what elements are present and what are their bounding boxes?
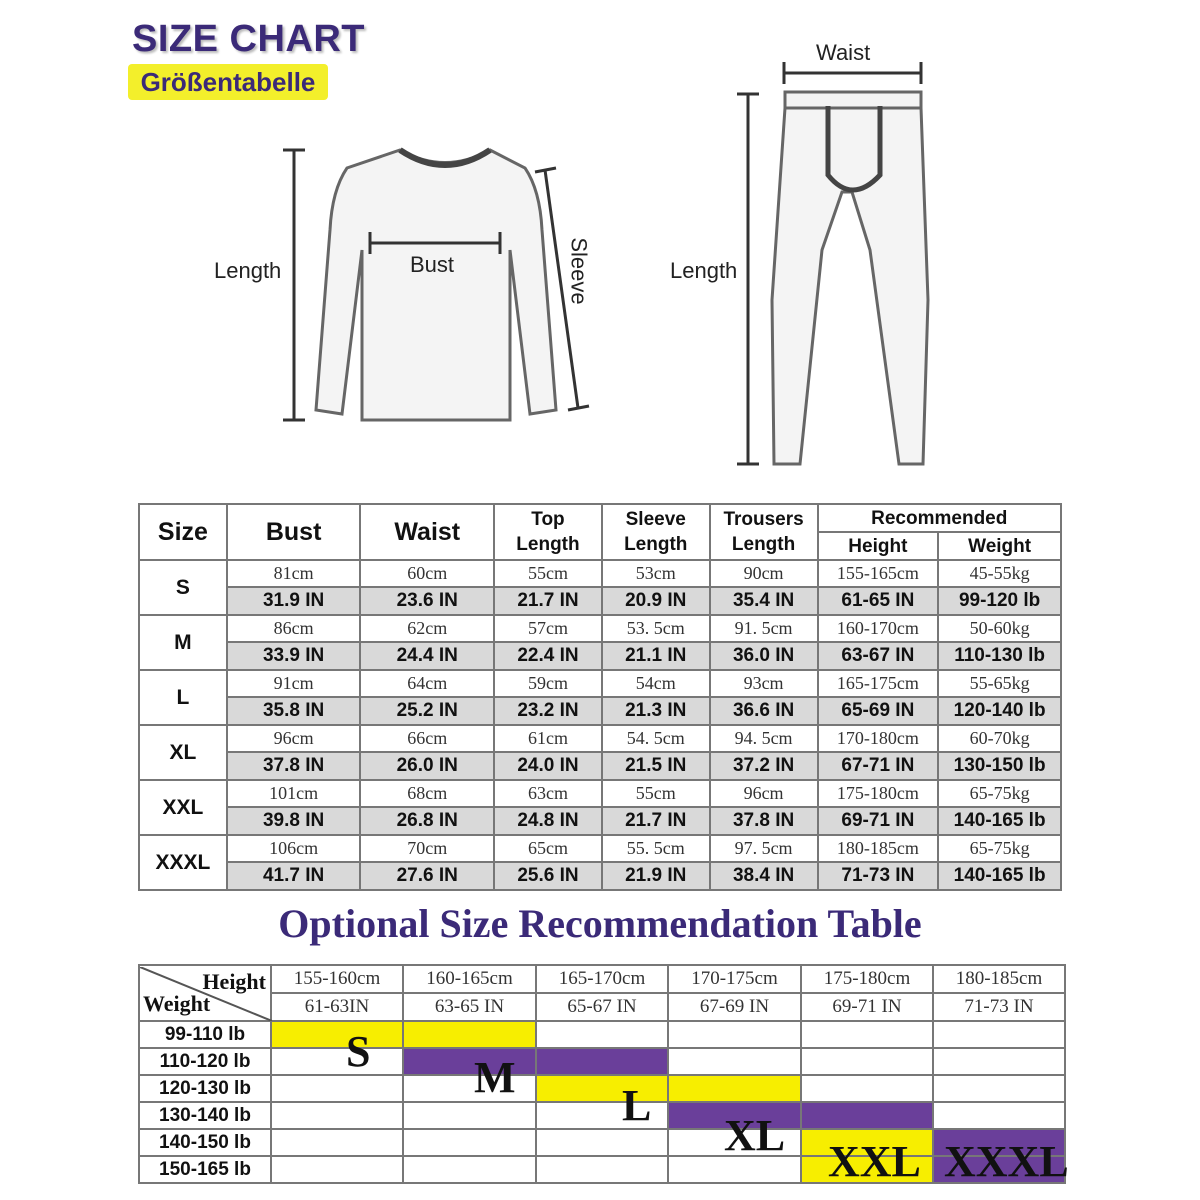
pants-drawing [772,92,928,464]
cm-value: 86cm [227,615,361,642]
cm-value: 65cm [494,835,602,862]
cm-value: 68cm [360,780,494,807]
cm-value: 45-55kg [938,560,1061,587]
rec-grid-cell [933,1075,1065,1102]
size-table-body [139,560,1061,890]
rec-height-in: 65-67 IN [536,993,668,1021]
cm-value: 96cm [710,780,818,807]
rec-weight-row [139,1021,1065,1048]
in-value: 65-69 IN [818,697,939,725]
in-value: 24.0 IN [494,752,602,780]
rec-height-cm: 165-170cm [536,965,668,993]
band-label-l: L [622,1081,652,1130]
size-row-in [139,697,1061,725]
cm-value: 90cm [710,560,818,587]
size-label: L [139,670,227,725]
size-row-in [139,752,1061,780]
band-label-xl: XL [724,1111,786,1160]
header-sleeve-length [602,504,710,560]
cm-value: 106cm [227,835,361,862]
size-row-cm [139,670,1061,697]
rec-grid-cell [536,1129,668,1156]
in-value: 21.7 IN [494,587,602,615]
pants-length-label: Length [670,258,738,283]
rec-height-in: 69-71 IN [801,993,933,1021]
shirt-length-label: Length [214,258,282,283]
cm-value: 54cm [602,670,710,697]
cm-value: 57cm [494,615,602,642]
rec-grid-cell [403,1102,536,1129]
in-value: 27.6 IN [360,862,494,890]
cm-value: 65-75kg [938,835,1061,862]
header-trousers-line1: Trousers [723,509,804,530]
cm-value: 165-175cm [818,670,939,697]
shirt-length-arrow [283,150,305,420]
band-label-xxl: XXL [828,1137,921,1186]
rec-grid-cell [403,1021,536,1048]
in-value: 26.8 IN [360,807,494,835]
rec-height-cm: 180-185cm [933,965,1065,993]
band-label-xxxl: XXXL [944,1137,1069,1186]
size-row-in [139,862,1061,890]
in-value: 21.1 IN [602,642,710,670]
rec-grid-cell [271,1102,403,1129]
rec-grid-cell [403,1048,536,1075]
in-value: 21.3 IN [602,697,710,725]
rec-grid-cell [403,1129,536,1156]
header-bust: Bust [227,504,361,560]
rec-corner-cell [139,965,271,1021]
cm-value: 91cm [227,670,361,697]
cm-value: 60-70kg [938,725,1061,752]
in-value: 38.4 IN [710,862,818,890]
in-value: 120-140 lb [938,697,1061,725]
rec-weight-row [139,1048,1065,1075]
rec-weight-row [139,1075,1065,1102]
corner-height-label: Height [202,969,266,994]
rec-grid-cell [933,1102,1065,1129]
rec-grid-cell [668,1075,801,1102]
recommendation-title: Optional Size Recommendation Table [278,901,922,946]
cm-value: 62cm [360,615,494,642]
rec-grid-cell [801,1021,933,1048]
size-label: S [139,560,227,615]
in-value: 26.0 IN [360,752,494,780]
in-value: 23.6 IN [360,587,494,615]
rec-grid-cell [801,1048,933,1075]
cm-value: 175-180cm [818,780,939,807]
size-row-cm [139,725,1061,752]
rec-grid-cell [801,1075,933,1102]
rec-weight-row [139,1156,1065,1183]
in-value: 36.6 IN [710,697,818,725]
sleeve-label: Sleeve [566,237,592,305]
header-top-length [494,504,602,560]
header-top-length-line1: Top [531,509,565,530]
rec-grid-cell [403,1156,536,1183]
in-value: 99-120 lb [938,587,1061,615]
cm-value: 155-165cm [818,560,939,587]
size-table [138,503,1062,891]
waist-label: Waist [816,40,871,65]
in-value: 37.8 IN [227,752,361,780]
header-height: Height [818,532,939,560]
in-value: 63-67 IN [818,642,939,670]
rec-grid-cell [801,1102,933,1129]
in-value: 36.0 IN [710,642,818,670]
in-value: 140-165 lb [938,807,1061,835]
cm-value: 81cm [227,560,361,587]
shirt-drawing [316,150,556,420]
rec-weight-label: 150-165 lb [139,1156,271,1183]
in-value: 31.9 IN [227,587,361,615]
rec-grid-cell [668,1048,801,1075]
rec-weight-label: 110-120 lb [139,1048,271,1075]
rec-height-cm: 160-165cm [403,965,536,993]
header-trousers-length [710,504,818,560]
cm-value: 101cm [227,780,361,807]
in-value: 61-65 IN [818,587,939,615]
in-value: 25.2 IN [360,697,494,725]
in-value: 33.9 IN [227,642,361,670]
in-value: 37.8 IN [710,807,818,835]
size-label: M [139,615,227,670]
cm-value: 64cm [360,670,494,697]
cm-value: 55-65kg [938,670,1061,697]
recommendation-table [138,964,1066,1184]
rec-grid-cell [271,1129,403,1156]
cm-value: 96cm [227,725,361,752]
cm-value: 53. 5cm [602,615,710,642]
in-value: 71-73 IN [818,862,939,890]
bust-label: Bust [410,252,455,277]
rec-weight-label: 140-150 lb [139,1129,271,1156]
size-row-in [139,642,1061,670]
in-value: 39.8 IN [227,807,361,835]
header-waist: Waist [360,504,494,560]
cm-value: 93cm [710,670,818,697]
in-value: 21.7 IN [602,807,710,835]
cm-value: 54. 5cm [602,725,710,752]
rec-grid-cell [271,1156,403,1183]
cm-value: 170-180cm [818,725,939,752]
rec-grid-cell [536,1021,668,1048]
cm-value: 65-75kg [938,780,1061,807]
in-value: 21.5 IN [602,752,710,780]
cm-value: 63cm [494,780,602,807]
rec-grid-cell [271,1048,403,1075]
pants-length-arrow [737,94,759,464]
in-value: 35.4 IN [710,587,818,615]
in-value: 37.2 IN [710,752,818,780]
cm-value: 61cm [494,725,602,752]
cm-value: 180-185cm [818,835,939,862]
header-size: Size [139,504,227,560]
header-sleeve-line2: Length [624,534,688,555]
size-row-cm [139,780,1061,807]
rec-weight-label: 130-140 lb [139,1102,271,1129]
cm-value: 60cm [360,560,494,587]
in-value: 67-71 IN [818,752,939,780]
in-value: 35.8 IN [227,697,361,725]
garment-illustration [0,0,1200,500]
cm-value: 59cm [494,670,602,697]
in-value: 23.2 IN [494,697,602,725]
cm-value: 55cm [602,780,710,807]
size-row-in [139,807,1061,835]
header-trousers-line2: Length [731,534,796,555]
cm-value: 97. 5cm [710,835,818,862]
cm-value: 50-60kg [938,615,1061,642]
cm-value: 66cm [360,725,494,752]
in-value: 140-165 lb [938,862,1061,890]
rec-height-cm: 170-175cm [668,965,801,993]
rec-grid-cell [536,1048,668,1075]
cm-value: 55cm [494,560,602,587]
header-weight: Weight [938,532,1061,560]
in-value: 24.4 IN [360,642,494,670]
rec-height-in: 63-65 IN [403,993,536,1021]
header-recommended: Recommended [818,504,1062,532]
chart-title: SIZE CHART [132,18,365,60]
cm-value: 160-170cm [818,615,939,642]
rec-grid-cell [668,1021,801,1048]
size-row-cm [139,560,1061,587]
cm-value: 94. 5cm [710,725,818,752]
in-value: 69-71 IN [818,807,939,835]
rec-height-in: 71-73 IN [933,993,1065,1021]
rec-weight-row [139,1129,1065,1156]
rec-grid-cell [536,1156,668,1183]
in-value: 21.9 IN [602,862,710,890]
cm-value: 91. 5cm [710,615,818,642]
size-row-in [139,587,1061,615]
in-value: 41.7 IN [227,862,361,890]
in-value: 20.9 IN [602,587,710,615]
cm-value: 55. 5cm [602,835,710,862]
size-label: XL [139,725,227,780]
header-sleeve-line1: Sleeve [625,509,686,530]
rec-weight-label: 120-130 lb [139,1075,271,1102]
rec-grid-cell [933,1048,1065,1075]
band-label-s: S [346,1027,371,1076]
size-label: XXL [139,780,227,835]
rec-grid-cell [271,1021,403,1048]
rec-weight-label: 99-110 lb [139,1021,271,1048]
in-value: 130-150 lb [938,752,1061,780]
in-value: 24.8 IN [494,807,602,835]
in-value: 110-130 lb [938,642,1061,670]
size-label: XXXL [139,835,227,890]
in-value: 25.6 IN [494,862,602,890]
cm-value: 70cm [360,835,494,862]
chart-subtitle: Größentabelle [128,64,328,100]
rec-height-in: 61-63IN [271,993,403,1021]
rec-grid-cell [933,1021,1065,1048]
rec-grid-cell [271,1075,403,1102]
rec-height-in: 67-69 IN [668,993,801,1021]
size-row-cm [139,615,1061,642]
cm-value: 53cm [602,560,710,587]
in-value: 22.4 IN [494,642,602,670]
header-top-length-line2: Length [516,534,580,555]
size-row-cm [139,835,1061,862]
rec-height-cm: 155-160cm [271,965,403,993]
rec-height-cm: 175-180cm [801,965,933,993]
corner-weight-label: Weight [143,991,211,1016]
band-label-m: M [474,1053,516,1102]
recommendation-body [139,1021,1065,1183]
rec-weight-row [139,1102,1065,1129]
rec-grid-cell [403,1075,536,1102]
